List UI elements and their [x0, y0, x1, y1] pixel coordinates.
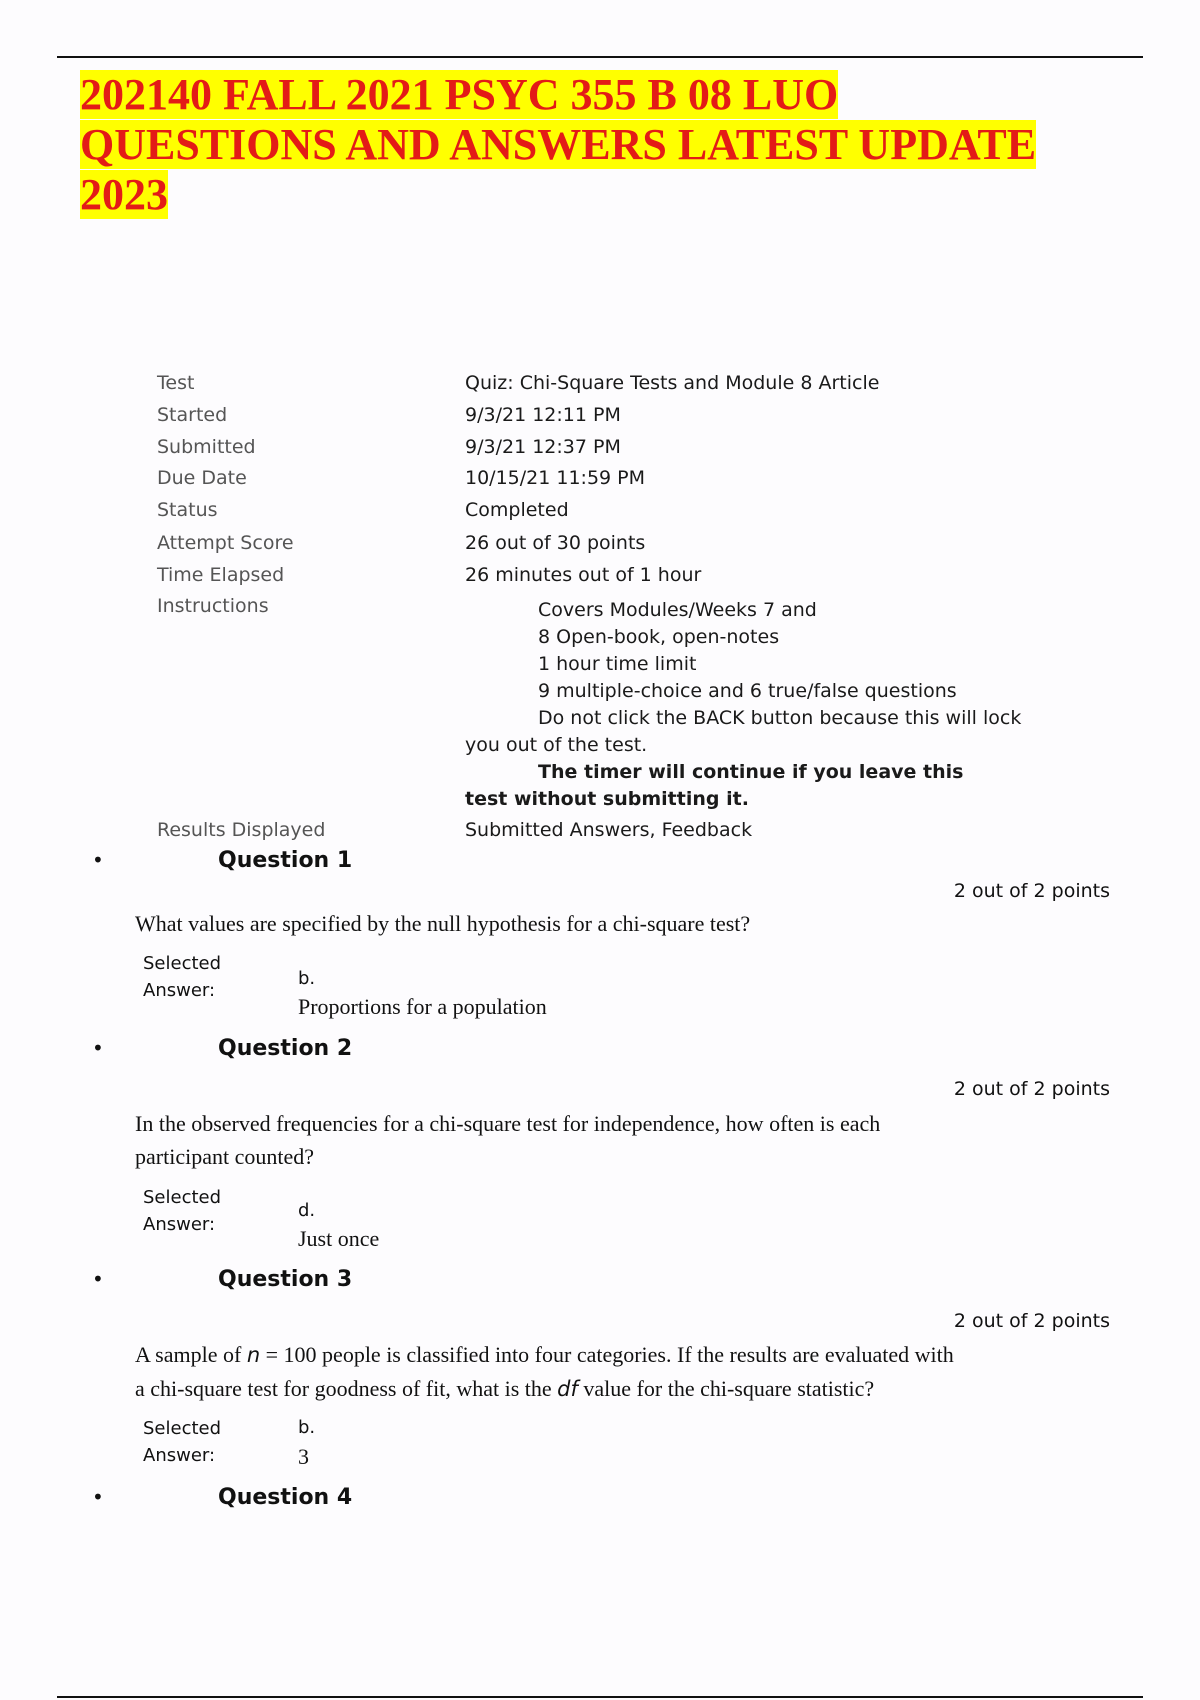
question-title: Question 2: [218, 1036, 353, 1061]
meta-value: 26 out of 30 points: [465, 532, 646, 554]
question-points: 2 out of 2 points: [953, 1310, 1110, 1332]
meta-label: Instructions: [157, 595, 269, 617]
answer-letter: b.: [298, 1417, 316, 1438]
instructions-line: Do not click the BACK button because this will lock: [538, 707, 1022, 729]
instructions-line: 1 hour time limit: [538, 653, 697, 675]
question-text-line: participant counted?: [135, 1144, 314, 1169]
question-text-line: [135, 1372, 1075, 1406]
question-text-part: a chi-square test for goodness of fit, what is the: [135, 1376, 558, 1401]
instructions-line: you out of the test.: [465, 734, 648, 756]
question-text-part: value for the chi-square statistic?: [577, 1376, 875, 1401]
meta-label: Started: [157, 404, 228, 426]
bullet-icon: •: [92, 848, 104, 872]
bullet-icon: •: [92, 1267, 104, 1291]
instructions-line: Covers Modules/Weeks 7 and: [538, 599, 817, 621]
selected-answer-label: [143, 1184, 253, 1238]
question-points: 2 out of 2 points: [953, 880, 1110, 902]
meta-label: Test: [157, 372, 195, 394]
meta-value: 10/15/21 11:59 PM: [465, 467, 646, 489]
selected-label: Selected: [143, 1187, 222, 1208]
meta-label: Status: [157, 499, 218, 521]
question-text-line: [135, 1338, 1075, 1372]
question-title: Question 1: [218, 848, 353, 873]
bullet-icon: •: [92, 1036, 104, 1060]
question-text-line: In the observed frequencies for a chi-square test for independence, how often is each: [135, 1111, 881, 1136]
question-text-part: A sample of: [135, 1342, 247, 1367]
bottom-divider: [57, 1696, 1143, 1698]
question-text: What values are specified by the null hypothesis for a chi-square test?: [135, 911, 751, 936]
answer-label: Answer:: [143, 1214, 216, 1235]
instructions-line: 9 multiple-choice and 6 true/false questions: [538, 680, 957, 702]
document-title: [80, 70, 1140, 220]
top-divider: [57, 56, 1143, 58]
answer-label: Answer:: [143, 1445, 216, 1466]
question-points: 2 out of 2 points: [953, 1078, 1110, 1100]
title-line-1: 202140 FALL 2021 PSYC 355 B 08 LUO: [80, 70, 839, 119]
answer-text: 3: [298, 1444, 309, 1469]
question-text: [135, 1338, 1075, 1406]
meta-label: Attempt Score: [157, 532, 294, 554]
instructions-line: 8 Open-book, open-notes: [538, 626, 780, 648]
meta-value: Submitted Answers, Feedback: [465, 819, 753, 841]
instructions-text: [465, 597, 1065, 813]
selected-answer-label: [143, 1415, 253, 1469]
variable-df: df: [557, 1377, 578, 1401]
question-text-part: = 100 people is classified into four categories. If the results are evaluated with: [260, 1342, 954, 1367]
meta-label: Submitted: [157, 436, 256, 458]
question-title: Question 3: [218, 1267, 353, 1292]
title-line-2: QUESTIONS AND ANSWERS LATEST UPDATE: [80, 120, 1037, 169]
question-title: Question 4: [218, 1485, 353, 1510]
answer-letter: b.: [298, 968, 316, 989]
variable-n: n: [246, 1343, 261, 1367]
selected-label: Selected: [143, 953, 222, 974]
meta-label: Time Elapsed: [157, 564, 285, 586]
selected-label: Selected: [143, 1418, 222, 1439]
meta-label: Results Displayed: [157, 819, 326, 841]
answer-letter: d.: [298, 1200, 316, 1221]
meta-value: 9/3/21 12:11 PM: [465, 404, 621, 426]
selected-answer-label: [143, 950, 253, 1004]
answer-label: Answer:: [143, 980, 216, 1001]
question-text: [135, 1107, 1075, 1173]
answer-text: Just once: [298, 1226, 380, 1251]
title-line-3: 2023: [80, 170, 168, 219]
meta-value: 9/3/21 12:37 PM: [465, 436, 621, 458]
meta-value: 26 minutes out of 1 hour: [465, 564, 702, 586]
meta-label: Due Date: [157, 467, 247, 489]
answer-text: Proportions for a population: [298, 994, 547, 1019]
meta-value: Completed: [465, 499, 569, 521]
bullet-icon: •: [92, 1485, 104, 1509]
timer-warning: The timer will continue if you leave this: [538, 761, 964, 783]
meta-value: Quiz: Chi-Square Tests and Module 8 Article: [465, 372, 880, 394]
timer-warning: test without submitting it.: [465, 788, 749, 810]
